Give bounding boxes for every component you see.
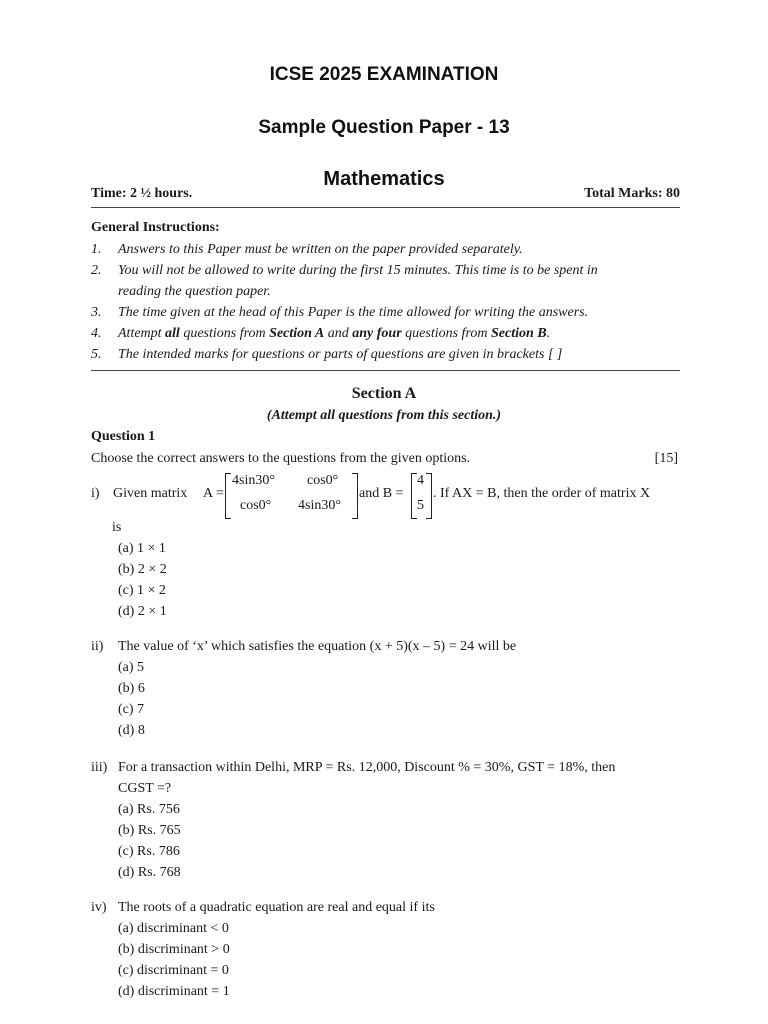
answer-option: (d) Rs. 768 <box>118 865 181 880</box>
answer-option: (a) Rs. 756 <box>118 802 180 817</box>
matrix-a-cell: cos0° <box>307 473 339 488</box>
answer-option: (d) 2 × 1 <box>118 604 167 619</box>
question-number: iii) <box>91 760 108 775</box>
matrix-b-cell: 4 <box>417 473 424 488</box>
answer-option: (b) 2 × 2 <box>118 562 167 577</box>
section-title: Section A <box>351 385 417 402</box>
answer-option: (c) discriminant = 0 <box>118 963 229 978</box>
matrix-a-cell: 4sin30° <box>232 473 275 488</box>
answer-option: (a) discriminant < 0 <box>118 921 229 936</box>
answer-option: (b) Rs. 765 <box>118 823 181 838</box>
question-number: i) <box>91 486 100 501</box>
answer-option: (d) 8 <box>118 723 145 738</box>
question-prompt: Choose the correct answers to the questions from the given options. <box>91 451 471 466</box>
answer-option: (b) 6 <box>118 681 145 696</box>
answer-option: (c) Rs. 786 <box>118 844 180 859</box>
question-text-continued: is <box>112 520 122 535</box>
question-number: iv) <box>91 900 107 915</box>
matrix-a-cell: 4sin30° <box>298 498 341 513</box>
instruction-text: The time given at the head of this Paper is the time allowed for writing the answers. <box>118 305 589 320</box>
instruction-number: 2. <box>91 263 102 278</box>
question-marks: [15] <box>654 451 678 466</box>
answer-option: (a) 1 × 1 <box>118 541 166 556</box>
question-text: . If AX = B, then the order of matrix X <box>433 486 651 501</box>
answer-option: (c) 1 × 2 <box>118 583 166 598</box>
question-number: ii) <box>91 639 104 654</box>
instruction-text: Attempt all questions from Section A and any four questions from Section B. <box>118 326 551 341</box>
instruction-text: You will not be allowed to write during the first 15 minutes. This time is to be spent in <box>118 263 598 278</box>
matrix-a-label: A = <box>203 486 224 501</box>
instruction-number: 5. <box>91 347 102 362</box>
answer-option: (a) 5 <box>118 660 145 675</box>
instruction-number: 1. <box>91 242 102 257</box>
question-text: The value of ‘x’ which satisfies the equation (x + 5)(x – 5) = 24 will be <box>118 639 517 654</box>
matrix-b-label: and B = <box>359 486 404 501</box>
answer-option: (b) discriminant > 0 <box>118 942 230 957</box>
matrix-a-left-bracket <box>225 473 231 519</box>
exam-title: ICSE 2025 EXAMINATION <box>269 64 499 85</box>
instruction-text: Answers to this Paper must be written on the paper provided separately. <box>118 242 523 257</box>
question-text: For a transaction within Delhi, MRP = Rs. 12,000, Discount % = 30%, GST = 18%, then <box>118 760 616 775</box>
answer-option: (d) discriminant = 1 <box>118 984 230 999</box>
total-marks-label: Total Marks: 80 <box>584 186 680 201</box>
subject-title: Mathematics <box>323 168 445 190</box>
matrix-a-cell: cos0° <box>240 498 272 513</box>
instruction-number: 3. <box>91 305 102 320</box>
paper-title: Sample Question Paper - 13 <box>258 117 510 138</box>
question-lead: Given matrix <box>113 486 188 501</box>
instruction-text-continued: reading the question paper. <box>118 284 271 299</box>
instructions-divider <box>91 370 680 371</box>
matrix-b-right-bracket <box>426 473 432 519</box>
matrix-b-cell: 5 <box>417 498 424 513</box>
question-text-continued: CGST =? <box>118 781 172 796</box>
question-heading: Question 1 <box>91 429 156 444</box>
instruction-text: The intended marks for questions or parts of questions are given in brackets [ ] <box>118 347 563 362</box>
header-divider <box>91 207 680 208</box>
section-subtitle: (Attempt all questions from this section.) <box>266 408 502 423</box>
answer-option: (c) 7 <box>118 702 145 717</box>
instruction-number: 4. <box>91 326 102 341</box>
time-label: Time: 2 ½ hours. <box>91 186 193 201</box>
instructions-heading: General Instructions: <box>91 220 220 235</box>
matrix-a-right-bracket <box>352 473 358 519</box>
question-text: The roots of a quadratic equation are real and equal if its <box>118 900 435 915</box>
